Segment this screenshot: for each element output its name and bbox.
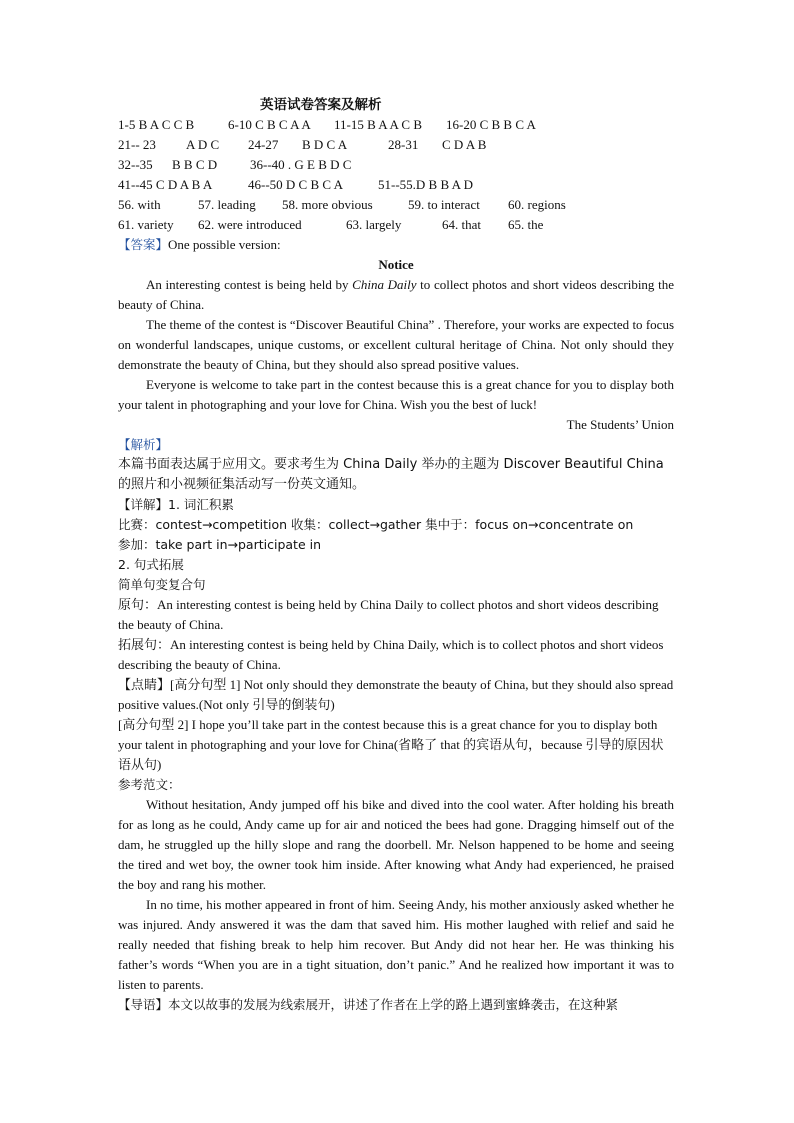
answer-group: 41--45 C D A B A <box>118 177 213 192</box>
essay-paragraph-2: In no time, his mother appeared in front of him. Seeing Andy, his mother anxiously asked whether he was injured. Andy answered it was the dam that saved him. His mother laughed with relief and said he really needed that fishing break to help him recover. But Andy did not hear her. He was thinking his father’s words “When you are in a tight situation, don’t panic.” And he realized how important it was to listen to parents. <box>118 897 674 992</box>
notice-paragraph-2: The theme of the contest is “Discover Beautiful China” . Therefore, your works are expected to focus on wonderful landscapes, unique customs, or excellent cultural heritage of China. Not only should they demonstrate the beauty of China, but they should also spread positive values. <box>118 317 674 372</box>
notice-signature: The Students’ Union <box>566 417 674 432</box>
answer-group: B D C A <box>302 137 348 152</box>
analysis-tag: 【解析】 <box>118 437 169 452</box>
detail-header <box>118 495 674 515</box>
answer-row-5 <box>118 195 674 215</box>
answer-row-1 <box>118 115 674 135</box>
answer-item: 61. variety <box>118 217 174 232</box>
answer-item: 64. that <box>442 217 481 232</box>
answer-range: 32--35 <box>118 157 153 172</box>
answer-group: 36--40 . G E B D C <box>250 157 352 172</box>
notice-text: to collect photos and short videos describing the beauty of China. <box>118 277 674 312</box>
answer-item: 59. to interact <box>408 197 480 212</box>
section-2-title: 2. 句式拓展 <box>118 557 184 572</box>
notice-paragraph-1 <box>118 275 674 315</box>
essay-paragraph-1: Without hesitation, Andy jumped off his bike and dived into the cool water. After holding his breath for as long as he could, Andy came up for air and noticed the bees had gone. Dragging himself out of the dam, he struggled up the hilly slope and rang the doorbell. Mr. Nelson happened to be home and seeing the tired and wet boy, the owner took him inside. After knowing what Andy had experienced, he praised the boy and rang his mother. <box>118 797 674 892</box>
highlight-pattern-1: 【点睛】[高分句型 1] Not only should they demonstrate the beauty of China, but they should also spread positive values.(Not only 引导的倒装句) <box>118 677 674 712</box>
newspaper-name: China Daily <box>352 277 417 292</box>
expanded-sentence: 拓展句：An interesting contest is being held by China Daily, which is to collect photos and short videos describing the beauty of China. <box>118 637 664 672</box>
answer-item: 62. were introduced <box>198 217 302 232</box>
detail-tag: 【详解】 <box>118 497 169 512</box>
answer-intro: One possible version: <box>168 237 281 252</box>
reference-title: 参考范文： <box>118 777 181 792</box>
section-2-subtitle: 简单句变复合句 <box>118 577 206 592</box>
vocab-line-1: 比赛：contest→competition 收集：collect→gather 集中于：focus on→concentrate on <box>118 517 634 532</box>
answer-group: C D A B <box>442 137 487 152</box>
notice-heading: Notice <box>378 257 414 272</box>
notice-text: An interesting contest is being held by <box>146 277 353 292</box>
answer-row-3 <box>118 155 674 175</box>
answer-group: 6-10 C B C A A <box>228 117 311 132</box>
answer-tag: 【答案】 <box>118 237 169 252</box>
answer-range: 28-31 <box>388 137 419 152</box>
answer-group: B B C D <box>172 157 218 172</box>
answer-range: 24-27 <box>248 137 279 152</box>
answer-item: 56. with <box>118 197 161 212</box>
answer-range: 21-- 23 <box>118 137 156 152</box>
answer-row-4 <box>118 175 674 195</box>
vocab-line-2: 参加：take part in→participate in <box>118 537 322 552</box>
answer-group: A D C <box>186 137 220 152</box>
answer-group: 1-5 B A C C B <box>118 117 195 132</box>
document-page <box>118 95 674 1015</box>
notice-paragraph-3: Everyone is welcome to take part in the contest because this is a great chance for you to display both your talent in photographing and your love for China. Wish you the best of luck! <box>118 377 674 412</box>
analysis-intro: 本篇书面表达属于应用文。要求考生为 China Daily 举办的主题为 Discover Beautiful China 的照片和小视频征集活动写一份英文通知。 <box>118 457 664 492</box>
answer-item: 63. largely <box>346 217 402 232</box>
answer-item: 60. regions <box>508 197 566 212</box>
answer-group: 11-15 B A A C B <box>334 117 423 132</box>
highlight-pattern-2: [高分句型 2] I hope you’ll take part in the contest because this is a great chance for you to display both your talent in photographing and your love for China(省略了 that 的宾语从句，because 引导的原因状语从句) <box>118 717 664 772</box>
guide-tag: 【导语】 <box>118 997 169 1012</box>
answer-row-2 <box>118 135 674 155</box>
answer-item: 65. the <box>508 217 544 232</box>
answer-header <box>118 235 674 255</box>
answer-item: 57. leading <box>198 197 256 212</box>
page-title: 英语试卷答案及解析 <box>260 97 382 113</box>
answer-group: 16-20 C B B C A <box>446 117 536 132</box>
guide-line <box>118 995 674 1015</box>
original-sentence: 原句：An interesting contest is being held by China Daily to collect photos and short videos describing the beauty of China. <box>118 597 659 632</box>
guide-text: 本文以故事的发展为线索展开，讲述了作者在上学的路上遇到蜜蜂袭击，在这种紧 <box>168 997 619 1012</box>
answer-group: 51--55.D B B A D <box>378 177 473 192</box>
answer-group: 46--50 D C B C A <box>248 177 343 192</box>
answer-row-6 <box>118 215 674 235</box>
answer-item: 58. more obvious <box>282 197 373 212</box>
detail-title: 1. 词汇积累 <box>168 497 234 512</box>
